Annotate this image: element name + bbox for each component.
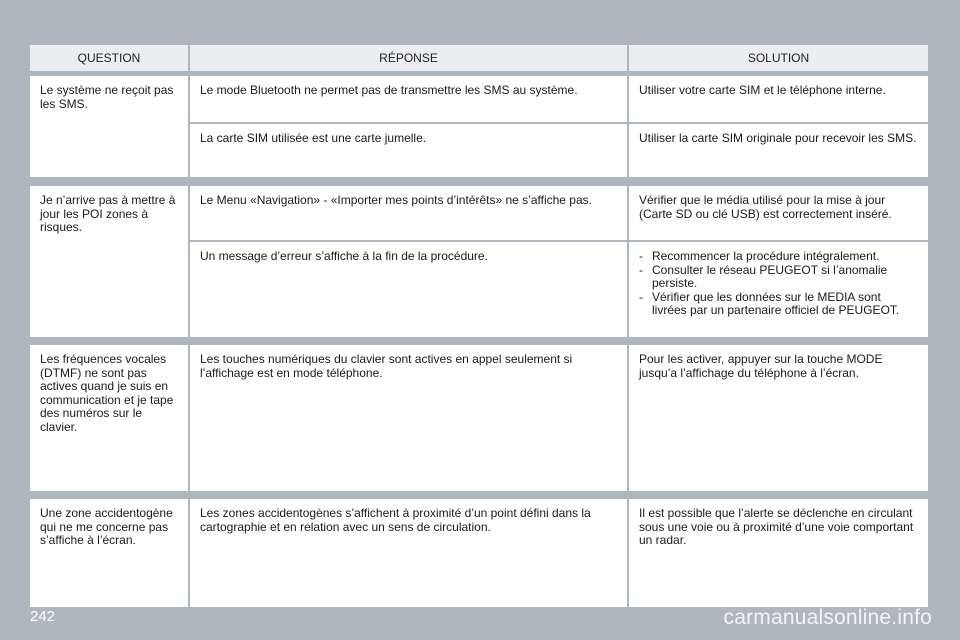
answer-cell: Les touches numériques du clavier sont actives en appel seulement si l’affichage est en mode téléphone. — [190, 345, 627, 491]
solution-bullet-list — [639, 250, 918, 318]
solution-cell: Il est possible que l’alerte se déclenche en circulant sous une voie ou à proximité d’une voie comportant un radar. — [629, 499, 928, 607]
solution-cell: Utiliser la carte SIM originale pour recevoir les SMS. — [629, 124, 928, 177]
header-answer: RÉPONSE — [190, 45, 627, 71]
solution-bullet-item: - Vérifier que les données sur le MEDIA sont livrées par un partenaire officiel de PEUGEOT. — [639, 291, 918, 318]
answer-cell: Les zones accidentogènes s’affichent à proximité d’un point défini dans la cartographie et en relation avec un sens de circulation. — [190, 499, 627, 607]
header-solution: SOLUTION — [629, 45, 928, 71]
answer-cell: Un message d’erreur s’affiche à la fin de la procédure. — [190, 242, 627, 337]
solution-cell: Vérifier que le média utilisé pour la mise à jour (Carte SD ou clé USB) est correctement inséré. — [629, 186, 928, 240]
question-cell: Les fréquences vocales (DTMF) ne sont pas actives quand je suis en communication et je tape des numéros sur le clavier. — [30, 345, 188, 491]
question-cell: Une zone accidentogène qui ne me concerne pas s’affiche à l’écran. — [30, 499, 188, 607]
question-cell: Le système ne reçoit pas les SMS. — [30, 76, 188, 177]
header-question: QUESTION — [30, 45, 188, 71]
answer-cell: La carte SIM utilisée est une carte jumelle. — [190, 124, 627, 177]
answer-cell: Le mode Bluetooth ne permet pas de transmettre les SMS au système. — [190, 76, 627, 122]
solution-cell: Pour les activer, appuyer sur la touche MODE jusqu’a l’affichage du téléphone à l’écran. — [629, 345, 928, 491]
answer-cell: Le Menu «Navigation» - «Importer mes points d’intérêts» ne s’affiche pas. — [190, 186, 627, 240]
solution-bullet-item: - Recommencer la procédure intégralement. — [639, 250, 918, 264]
watermark: carmanualsonline.info — [723, 606, 932, 629]
solution-bullet-item: - Consulter le réseau PEUGEOT si l’anomalie persiste. — [639, 264, 918, 291]
question-cell: Je n’arrive pas à mettre à jour les POI zones à risques. — [30, 186, 188, 337]
solution-cell: Utiliser votre carte SIM et le téléphone interne. — [629, 76, 928, 122]
page-number: 242 — [30, 608, 56, 625]
solution-cell — [629, 242, 928, 337]
